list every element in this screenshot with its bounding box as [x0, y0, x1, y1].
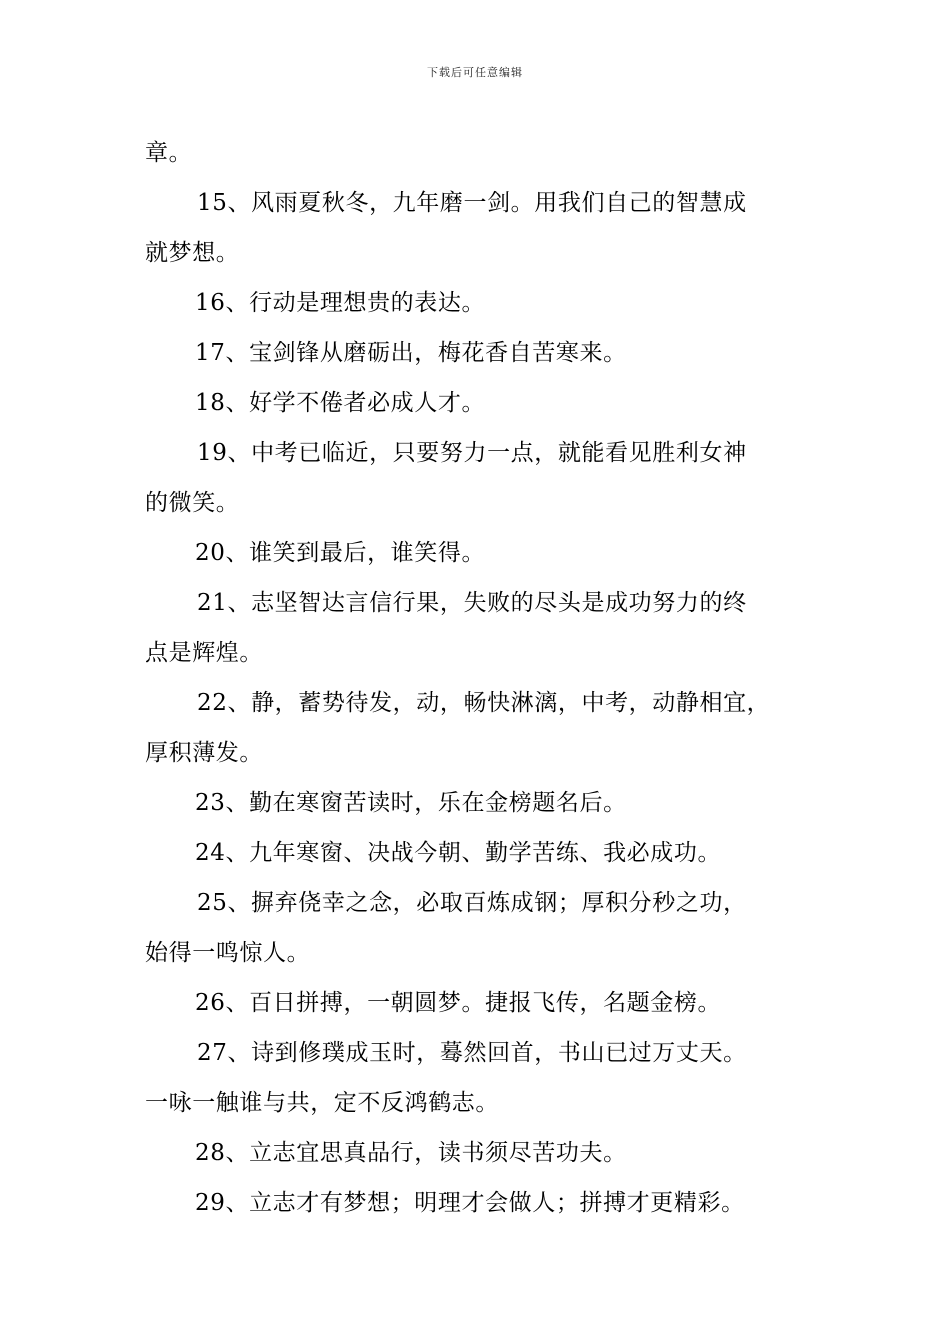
list-item-18: 18、好学不倦者必成人才。 [195, 390, 486, 416]
list-item-16: 16、行动是理想贵的表达。 [195, 290, 486, 316]
list-item-20: 20、谁笑到最后，谁笑得。 [195, 540, 486, 566]
text-line: 章。 [145, 140, 193, 166]
document-body [145, 128, 825, 1228]
list-item-17: 17、宝剑锋从磨砺出，梅花香自苦寒来。 [195, 340, 627, 366]
text-line: 点是辉煌。 [145, 640, 263, 666]
list-item-15: 15、风雨夏秋冬，九年磨一剑。用我们自己的智慧成 [197, 190, 747, 216]
text-line: 厚积薄发。 [145, 740, 263, 766]
list-item-25: 25、摒弃侥幸之念，必取百炼成钢；厚积分秒之功， [197, 890, 747, 916]
list-item-26: 26、百日拼搏，一朝圆梦。捷报飞传，名题金榜。 [195, 990, 722, 1016]
list-item-22: 22、静，蓄势待发，动，畅快淋漓，中考，动静相宜， [197, 690, 771, 716]
text-line: 的微笑。 [145, 490, 240, 516]
text-line: 就梦想。 [145, 240, 240, 266]
list-item-19: 19、中考已临近，只要努力一点，就能看见胜利女神 [197, 440, 747, 466]
list-item-29: 29、立志才有梦想；明理才会做人；拼搏才更精彩。 [195, 1190, 745, 1216]
text-line: 一咏一触谁与共，定不反鸿鹤志。 [145, 1090, 499, 1116]
list-item-27: 27、诗到修璞成玉时，蓦然回首，书山已过万丈天。 [197, 1040, 747, 1066]
list-item-23: 23、勤在寒窗苦读时，乐在金榜题名后。 [195, 790, 627, 816]
list-item-28: 28、立志宜思真品行，读书须尽苦功夫。 [195, 1140, 627, 1166]
list-item-24: 24、九年寒窗、决战今朝、勤学苦练、我必成功。 [195, 840, 722, 866]
list-item-21: 21、志坚智达言信行果，失败的尽头是成功努力的终 [197, 590, 747, 616]
text-line: 始得一鸣惊人。 [145, 940, 311, 966]
page-header: 下载后可任意编辑 [427, 66, 523, 79]
